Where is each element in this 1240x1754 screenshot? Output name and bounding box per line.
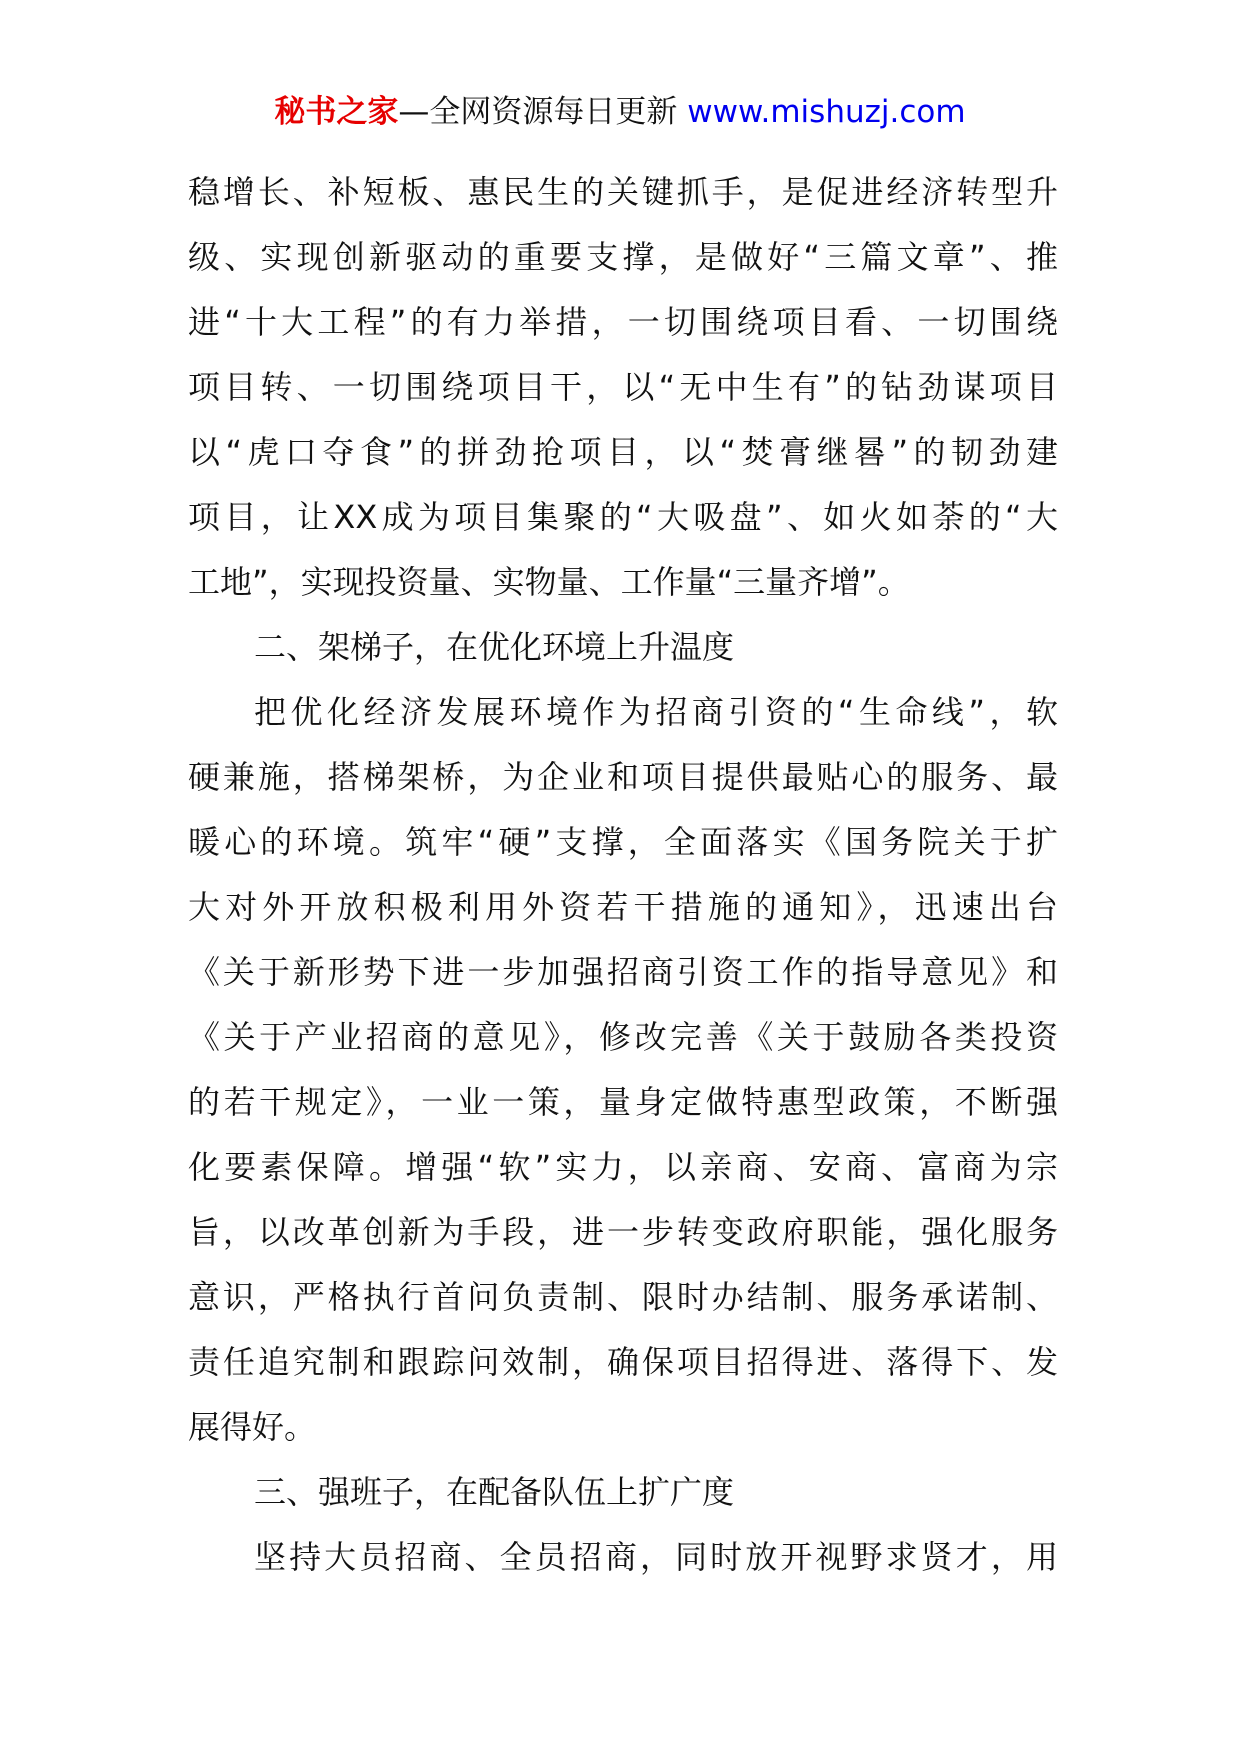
text-line: 坚持大员招商、全员招商，同时放开视野求贤才，用 [254,1538,1058,1576]
text-line: 工地”，实现投资量、实物量、工作量“三量齐增”。 [188,563,910,601]
text-line: 旨，以改革创新为手段，进一步转变政府职能，强化服务 [188,1213,1058,1251]
text-line: 二、架梯子，在优化环境上升温度 [254,628,735,666]
text-line: 《关于产业招商的意见》，修改完善《关于鼓励各类投资 [188,1018,1058,1056]
header-slogan: —全网资源每日更新 [398,94,688,130]
page-header [0,92,1240,132]
site-url[interactable]: www.mishuzj.com [687,94,966,130]
text-line: 的若干规定》，一业一策，量身定做特惠型政策，不断强 [188,1083,1058,1121]
text-line: 《关于新形势下进一步加强招商引资工作的指导意见》和 [188,953,1058,991]
text-line: 展得好。 [188,1408,317,1446]
text-line: 化要素保障。增强“软”实力，以亲商、安商、富商为宗 [188,1148,1058,1186]
text-line: 硬兼施，搭梯架桥，为企业和项目提供最贴心的服务、最 [188,758,1058,796]
text-line: 项目转、一切围绕项目干，以“无中生有”的钻劲谋项目 [188,368,1058,406]
text-line: 进“十大工程”的有力举措，一切围绕项目看、一切围绕 [188,303,1058,341]
text-line: 三、强班子，在配备队伍上扩广度 [254,1473,735,1511]
text-line: 级、实现创新驱动的重要支撑，是做好“三篇文章”、推 [188,238,1058,276]
text-line: 以“虎口夺食”的拼劲抢项目，以“焚膏继晷”的韧劲建 [188,433,1058,471]
text-line: 大对外开放积极利用外资若干措施的通知》，迅速出台 [188,888,1058,926]
text-line: 责任追究制和跟踪问效制，确保项目招得进、落得下、发 [188,1343,1058,1381]
text-line: 项目，让XX成为项目集聚的“大吸盘”、如火如荼的“大 [188,498,1058,536]
brand-name: 秘书之家 [274,94,399,130]
text-line: 稳增长、补短板、惠民生的关键抓手，是促进经济转型升 [188,173,1058,211]
text-line: 暖心的环境。筑牢“硬”支撑，全面落实《国务院关于扩 [188,823,1058,861]
text-line: 把优化经济发展环境作为招商引资的“生命线”，软 [254,693,1058,731]
text-line: 意识，严格执行首问负责制、限时办结制、服务承诺制、 [188,1278,1058,1316]
document-body [188,160,1058,1590]
